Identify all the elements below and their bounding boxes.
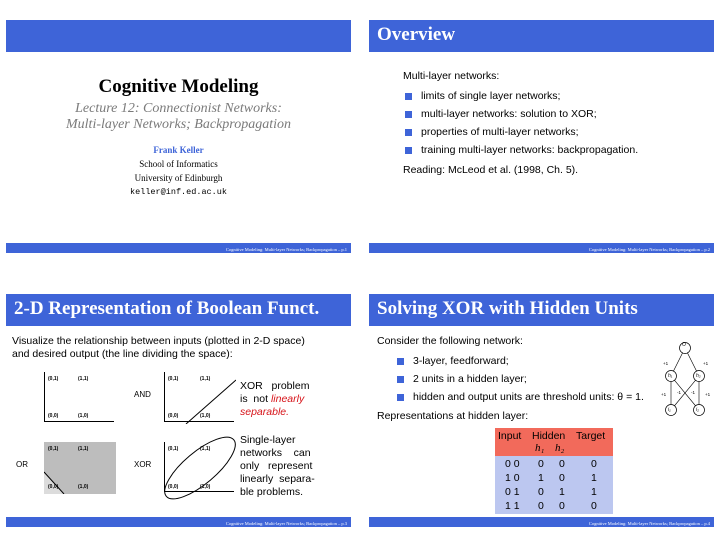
single-layer-text-2: networks can xyxy=(240,447,311,459)
xor-text-em-2: separable. xyxy=(240,406,290,418)
weight-label: +1 xyxy=(661,392,667,397)
bullet-icon xyxy=(397,394,404,401)
title-bar xyxy=(6,20,351,52)
slide-1-subtitle-1: Lecture 12: Connectionist Networks: xyxy=(75,101,282,116)
single-layer-text-3: only represent xyxy=(240,460,313,472)
weight-label: +1 xyxy=(703,361,709,366)
xor-text-b-plain: is not xyxy=(240,393,269,405)
weight-label: +1 xyxy=(663,361,669,366)
cell: 0 0 xyxy=(505,458,520,470)
point-label: (1,1) xyxy=(200,376,211,382)
point-label: (0,0) xyxy=(48,484,59,490)
reading: Reading: McLeod et al. (1998, Ch. 5). xyxy=(403,164,579,176)
and-label: AND xyxy=(134,390,151,399)
affiliation-1: School of Informatics xyxy=(139,159,218,169)
overview-bullet-2: multi-layer networks: solution to XOR; xyxy=(421,108,597,120)
table-body xyxy=(495,456,613,514)
slide-2-footer: Cognitive Modeling: Multi-layer Networks; Backpropagation – p.2 xyxy=(588,247,710,252)
bullet-icon xyxy=(397,376,404,383)
cell: 0 xyxy=(538,486,544,498)
point-label: (0,1) xyxy=(48,446,59,452)
bullet-icon xyxy=(405,147,412,154)
xor-bullet-1: 3-layer, feedforward; xyxy=(413,355,509,367)
slide-3 xyxy=(6,280,351,535)
or-label: OR xyxy=(16,460,28,469)
slide-1-footer: Cognitive Modeling: Multi-layer Networks; Backpropagation – p.1 xyxy=(225,247,347,252)
slide-1 xyxy=(6,6,351,261)
cell: 0 1 xyxy=(505,486,520,498)
slide-3-footer: Cognitive Modeling: Multi-layer Networks; Backpropagation – p.3 xyxy=(225,521,347,526)
xor-text-b xyxy=(240,393,304,406)
table-header xyxy=(495,428,613,456)
network-diagram xyxy=(661,338,711,430)
xor-text-a: XOR problem xyxy=(240,380,310,392)
overview-bullet-1: limits of single layer networks; xyxy=(421,90,561,102)
affiliation-2: University of Edinburgh xyxy=(134,173,223,183)
point-label: (0,1) xyxy=(168,376,179,382)
xor-label: XOR xyxy=(134,460,152,469)
cell: 1 xyxy=(559,486,565,498)
xor-ellipse xyxy=(156,430,248,506)
cell: 0 xyxy=(538,500,544,512)
node-label-i1: i₁ xyxy=(668,407,671,413)
subheader-h2: h₂ xyxy=(555,442,565,454)
bullet-icon xyxy=(405,93,412,100)
weight-label: -1 xyxy=(691,390,696,395)
overview-intro: Multi-layer networks: xyxy=(403,70,500,82)
bullet-icon xyxy=(405,111,412,118)
slide-4-footer: Cognitive Modeling: Multi-layer Networks; Backpropagation – p.4 xyxy=(588,521,710,526)
point-label: (1,1) xyxy=(78,446,89,452)
slide-1-title: Cognitive Modeling xyxy=(98,76,259,97)
point-label: (1,1) xyxy=(78,376,89,382)
weight-label: +1 xyxy=(705,392,711,397)
header-target: Target xyxy=(576,430,606,442)
cell: 0 xyxy=(559,500,565,512)
point-label: (1,0) xyxy=(200,413,211,419)
cell: 0 xyxy=(559,458,565,470)
point-label: (0,0) xyxy=(168,484,179,490)
xor-bullet-2: 2 units in a hidden layer; xyxy=(413,373,527,385)
cell: 1 1 xyxy=(505,500,520,512)
single-layer-text-5: ble problems. xyxy=(240,486,304,498)
single-layer-text-4: linearly separa- xyxy=(240,473,315,485)
xor-text-em-1: linearly xyxy=(270,393,305,405)
hidden-rep-table xyxy=(495,428,613,514)
intro-line-2: and desired output (the line dividing the space): xyxy=(12,348,233,360)
slide-4-title: Solving XOR with Hidden Units xyxy=(377,298,638,319)
xor-bullet-3: hidden and output units are threshold units: θ = 1. xyxy=(413,391,644,403)
slide-4 xyxy=(369,280,714,535)
slide-3-title: 2-D Representation of Boolean Funct. xyxy=(14,298,320,319)
cell: 0 xyxy=(559,472,565,484)
slide-1-subtitle-2: Multi-layer Networks; Backpropagation xyxy=(66,117,291,132)
point-label: (1,0) xyxy=(200,484,211,490)
cell: 0 xyxy=(591,458,597,470)
point-label: (1,0) xyxy=(78,484,89,490)
single-layer-text-1: Single-layer xyxy=(240,434,296,446)
node-label-o: O xyxy=(682,342,686,348)
point-label: (0,1) xyxy=(48,376,59,382)
cell: 0 xyxy=(591,500,597,512)
author: Frank Keller xyxy=(153,145,204,155)
point-label: (1,1) xyxy=(200,446,211,452)
bullet-icon xyxy=(397,358,404,365)
overview-bullet-3: properties of multi-layer networks; xyxy=(421,126,579,138)
point-label: (1,0) xyxy=(78,413,89,419)
node-label-i2: i₂ xyxy=(696,407,700,413)
cell: 1 xyxy=(591,472,597,484)
hidden-reps: Representations at hidden layer: xyxy=(377,410,529,422)
overview-bullet-4: training multi-layer networks: backpropagation. xyxy=(421,144,639,156)
cell: 1 0 xyxy=(505,472,520,484)
cell: 0 xyxy=(538,458,544,470)
email: keller@inf.ed.ac.uk xyxy=(130,187,227,197)
weight-label: -1 xyxy=(677,390,682,395)
subheader-h1: h₁ xyxy=(535,442,545,454)
node-label-h1: h₁ xyxy=(668,373,673,379)
point-label: (0,0) xyxy=(168,413,179,419)
header-hidden: Hidden xyxy=(532,430,566,442)
bullet-icon xyxy=(405,129,412,136)
slide-2 xyxy=(369,6,714,261)
cell: 1 xyxy=(538,472,544,484)
point-label: (0,0) xyxy=(48,413,59,419)
point-label: (0,1) xyxy=(168,446,179,452)
intro-line-1: Visualize the relationship between inputs (plotted in 2-D space) xyxy=(12,335,305,347)
xor-intro: Consider the following network: xyxy=(377,335,523,347)
node-label-h2: h₂ xyxy=(696,373,701,379)
cell: 1 xyxy=(591,486,597,498)
header-input: Input xyxy=(498,430,522,442)
slide-2-title: Overview xyxy=(377,24,456,45)
